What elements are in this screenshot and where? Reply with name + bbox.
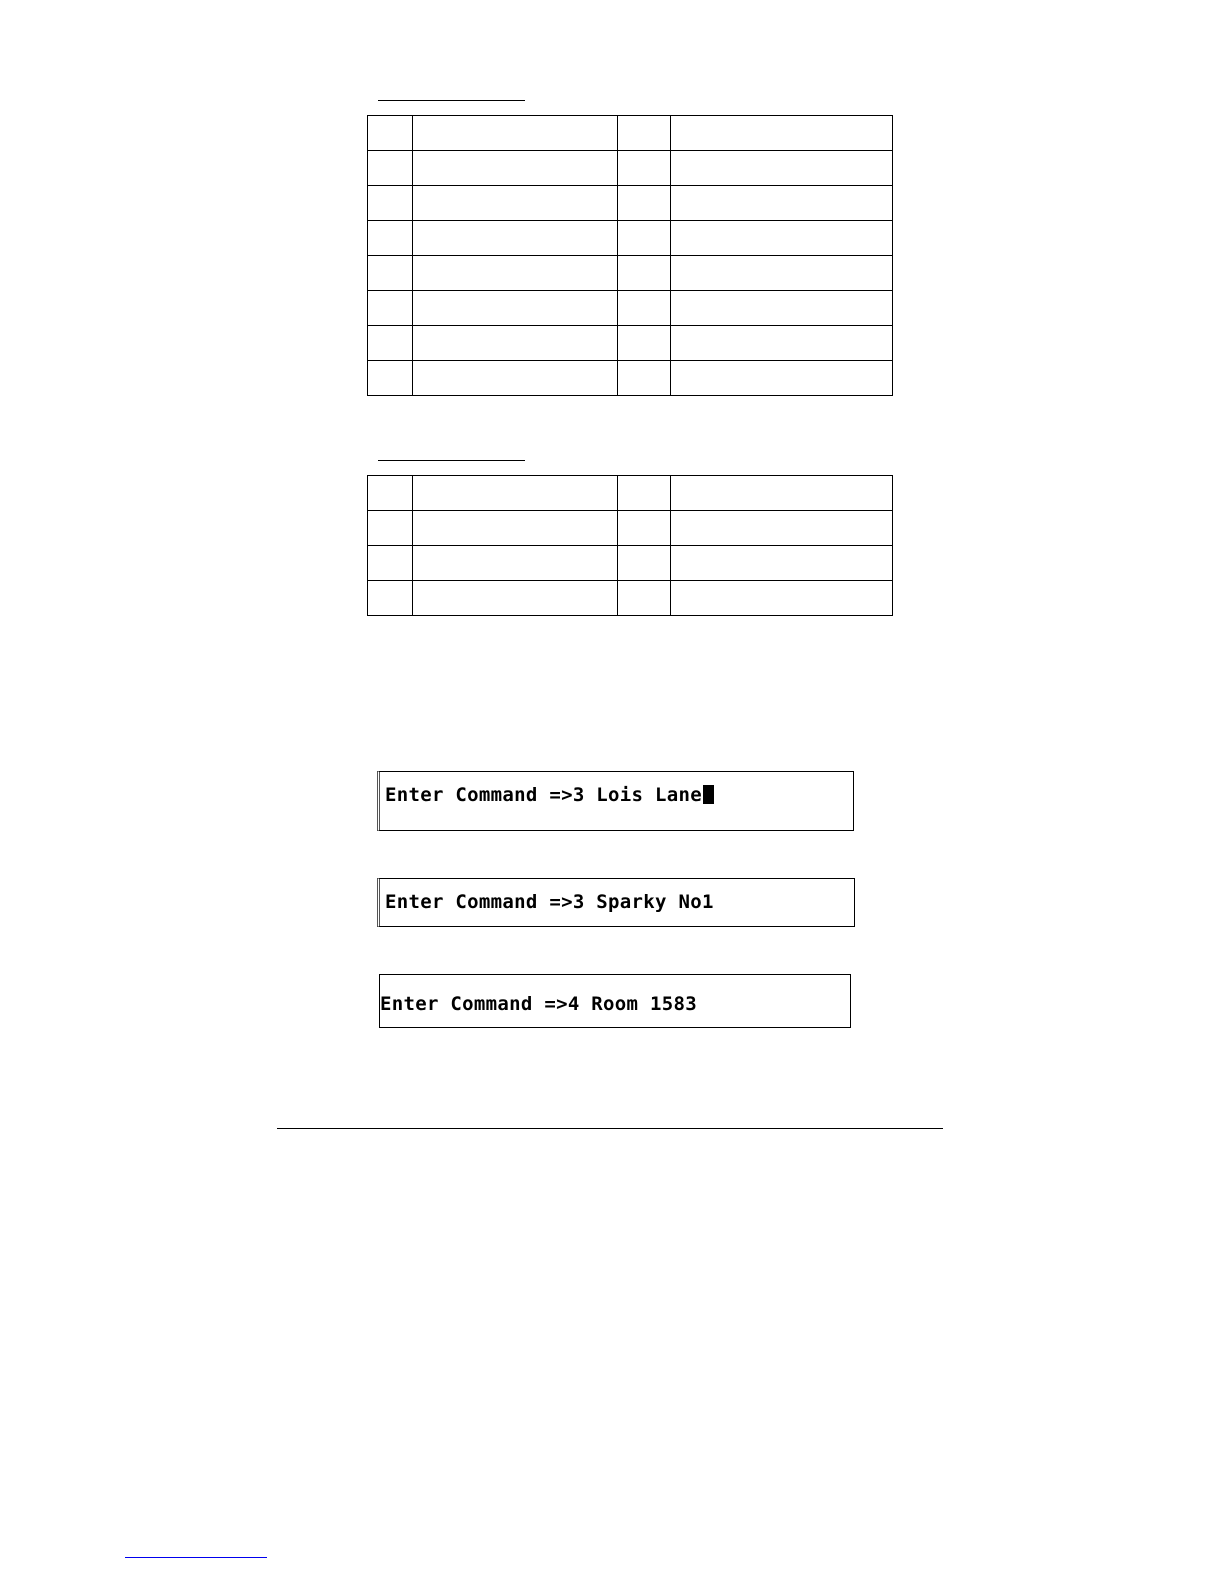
table-cell — [368, 221, 413, 256]
table-row — [368, 546, 893, 581]
table-cell — [413, 511, 618, 546]
table-cell — [618, 186, 671, 221]
table-cell — [368, 326, 413, 361]
table-cell — [618, 151, 671, 186]
table-cell — [618, 581, 671, 616]
table-cell — [618, 476, 671, 511]
table-cell — [368, 256, 413, 291]
table-cell — [413, 581, 618, 616]
table-cell — [368, 476, 413, 511]
table-row — [368, 361, 893, 396]
table-cell — [618, 256, 671, 291]
table-cell — [618, 221, 671, 256]
table-cell — [413, 186, 618, 221]
table-cell — [368, 291, 413, 326]
table-cell — [671, 326, 893, 361]
table-cell — [368, 186, 413, 221]
table-cell — [368, 511, 413, 546]
table-cell — [618, 291, 671, 326]
table-row — [368, 326, 893, 361]
table-cell — [413, 546, 618, 581]
table-row — [368, 151, 893, 186]
table-cell — [671, 476, 893, 511]
table-cell — [671, 186, 893, 221]
table-2-heading-rule — [378, 460, 525, 461]
table-row — [368, 116, 893, 151]
table-cell — [671, 221, 893, 256]
table-row — [368, 581, 893, 616]
table-row — [368, 511, 893, 546]
table-cell — [618, 116, 671, 151]
table-cell — [368, 581, 413, 616]
table-row — [368, 186, 893, 221]
table-cell — [671, 116, 893, 151]
text-cursor — [703, 785, 714, 804]
table-cell — [413, 151, 618, 186]
table-cell — [671, 361, 893, 396]
table-cell — [413, 361, 618, 396]
table-cell — [413, 291, 618, 326]
command-line-2[interactable] — [377, 878, 855, 927]
table-row — [368, 291, 893, 326]
table-cell — [618, 361, 671, 396]
table-cell — [618, 546, 671, 581]
table-cell — [413, 221, 618, 256]
table-row — [368, 476, 893, 511]
command-text: Enter Command =>4 Room 1583 — [380, 993, 697, 1015]
table-cell — [671, 256, 893, 291]
table-cell — [368, 546, 413, 581]
table-cell — [618, 326, 671, 361]
section-divider — [277, 1128, 943, 1129]
command-text: Enter Command =>3 Sparky No1 — [385, 891, 714, 913]
footnote-link-underline[interactable] — [125, 1557, 267, 1558]
table-cell — [413, 116, 618, 151]
table-cell — [368, 361, 413, 396]
command-line-3[interactable] — [379, 974, 851, 1028]
command-line-1[interactable] — [377, 771, 854, 831]
command-text: Enter Command =>3 Lois Lane — [385, 784, 702, 806]
table-cell — [413, 476, 618, 511]
table-1-heading-rule — [378, 100, 525, 101]
table-row — [368, 221, 893, 256]
table-cell — [368, 116, 413, 151]
table-cell — [368, 151, 413, 186]
table-cell — [671, 581, 893, 616]
table-2 — [367, 475, 893, 616]
table-cell — [413, 256, 618, 291]
table-row — [368, 256, 893, 291]
table-cell — [671, 511, 893, 546]
table-1 — [367, 115, 893, 396]
table-cell — [618, 511, 671, 546]
table-cell — [413, 326, 618, 361]
table-cell — [671, 291, 893, 326]
table-cell — [671, 151, 893, 186]
table-cell — [671, 546, 893, 581]
